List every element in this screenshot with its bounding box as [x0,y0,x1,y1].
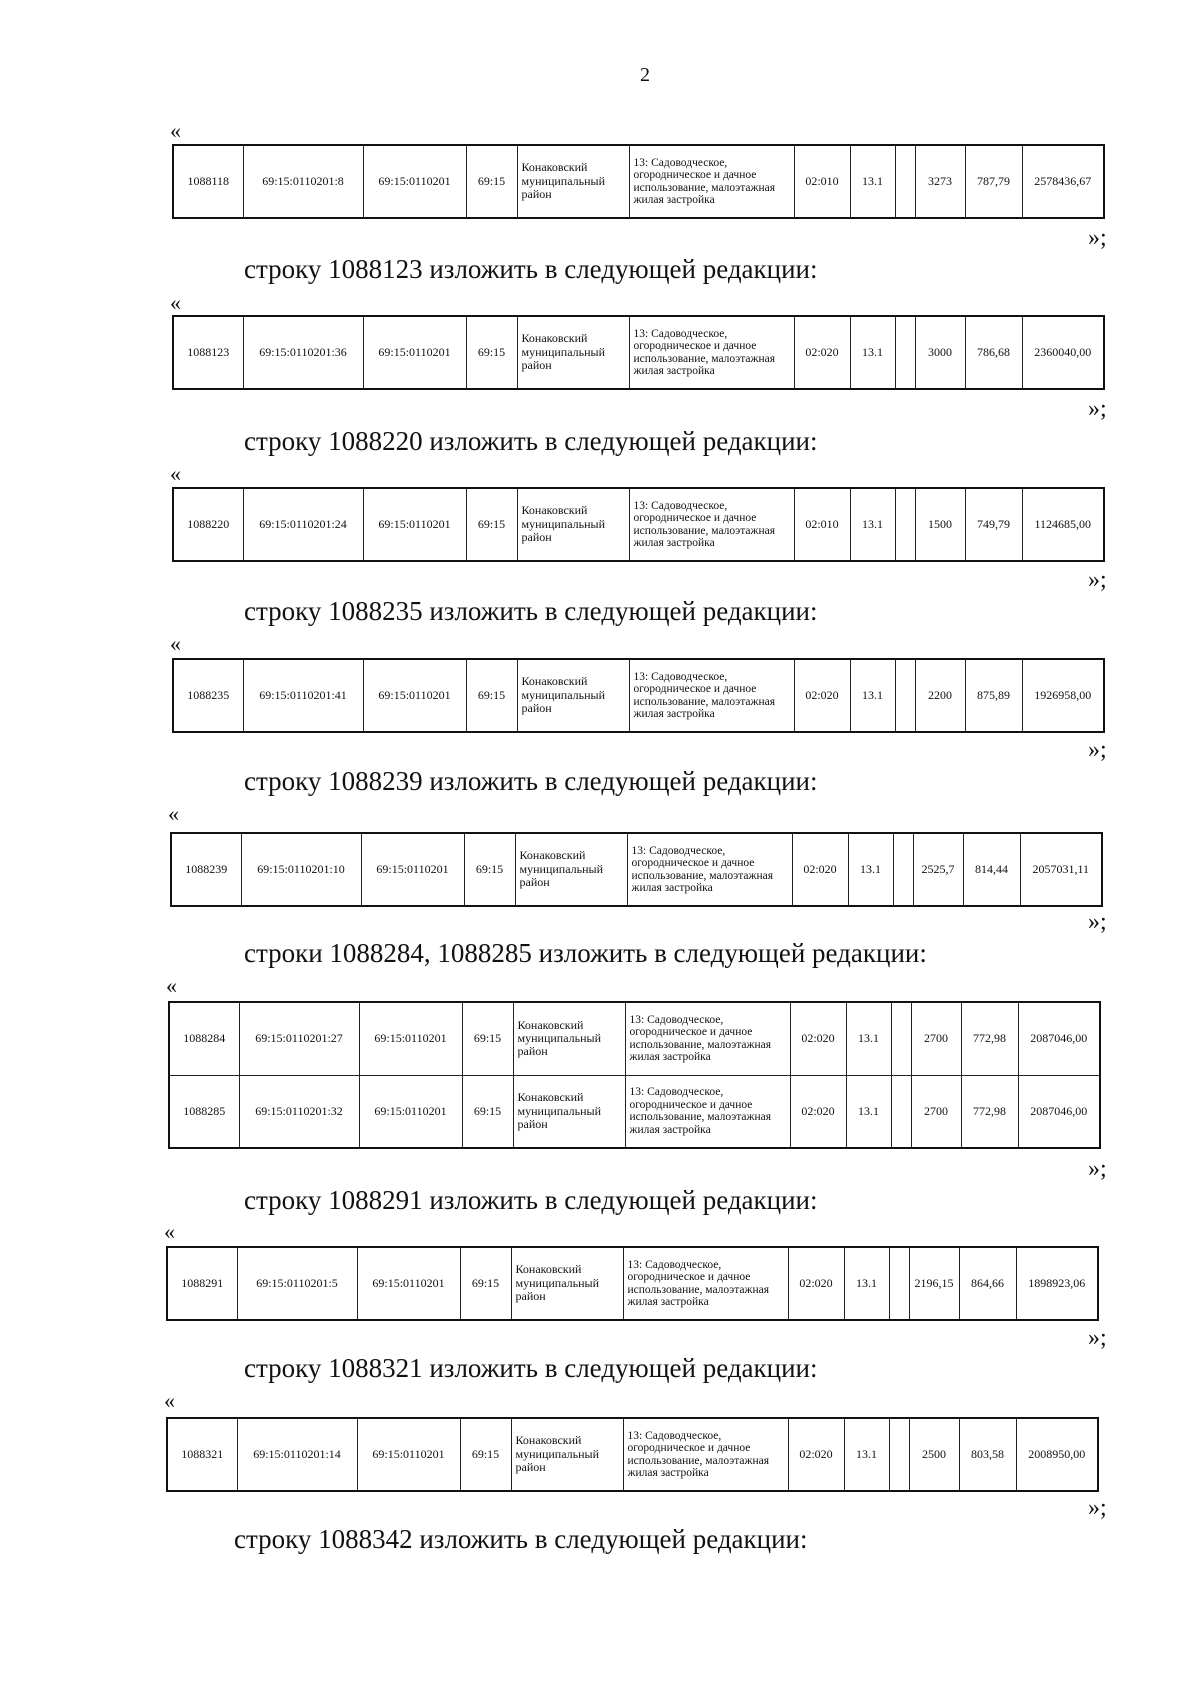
open-quote: « [168,801,179,826]
cadastral-value-table [172,487,1105,562]
page-number: 2 [640,64,650,86]
group-code-cell: 13.1 [846,1002,891,1075]
empty-cell-cell [893,833,913,906]
municipality-cell: Конаковский муниципальный район [517,316,629,389]
cadastral-number-cell: 69:15:0110201:14 [237,1418,357,1491]
cadastral-value-table [166,1246,1099,1321]
municipality-cell: Конаковский муниципальный район [513,1002,625,1075]
open-quote: « [164,1388,175,1413]
cadastral-number-cell: 69:15:0110201:41 [243,659,363,732]
cadastral-value-cell: 2087046,00 [1018,1002,1100,1075]
land-use-cell: 13: Садоводческое, огородническое и дачное использование, малоэтажная жилая застройка [623,1418,788,1491]
land-use-cell: 13: Садоводческое, огородническое и дачное использование, малоэтажная жилая застройка [629,659,794,732]
specific-value-cell: 864,66 [959,1247,1016,1320]
empty-cell-cell [895,316,915,389]
cadastral-number-cell: 69:15:0110201:27 [239,1002,359,1075]
close-quote: »; [1088,909,1107,935]
zone-code-cell: 02:020 [788,1247,844,1320]
specific-value-cell: 875,89 [965,659,1022,732]
row-id-cell: 1088235 [173,659,243,732]
zone-code-cell: 02:020 [794,659,850,732]
table-row [171,833,1102,906]
district-code-cell: 69:15 [462,1002,513,1075]
district-code-cell: 69:15 [462,1075,513,1148]
group-code-cell: 13.1 [850,488,895,561]
group-code-cell: 13.1 [850,659,895,732]
district-code-cell: 69:15 [464,833,515,906]
district-code-cell: 69:15 [460,1418,511,1491]
cadastral-quarter-cell: 69:15:0110201 [363,659,466,732]
open-quote: « [170,290,181,315]
municipality-cell: Конаковский муниципальный район [515,833,627,906]
cadastral-quarter-cell: 69:15:0110201 [357,1418,460,1491]
cadastral-number-cell: 69:15:0110201:5 [237,1247,357,1320]
zone-code-cell: 02:020 [794,316,850,389]
area-cell: 2200 [915,659,965,732]
table-row [167,1247,1098,1320]
empty-cell-cell [895,145,915,218]
empty-cell-cell [891,1002,911,1075]
instruction-text: строку 1088220 изложить в следующей редакции: [244,426,818,456]
zone-code-cell: 02:020 [792,833,848,906]
row-id-cell: 1088291 [167,1247,237,1320]
zone-code-cell: 02:020 [790,1002,846,1075]
area-cell: 2525,7 [913,833,963,906]
instruction-text: строки 1088284, 1088285 изложить в следующей редакции: [244,938,927,968]
specific-value-cell: 787,79 [965,145,1022,218]
close-quote: »; [1088,225,1107,251]
instruction-text: строку 1088291 изложить в следующей редакции: [244,1185,818,1215]
cadastral-quarter-cell: 69:15:0110201 [363,488,466,561]
group-code-cell: 13.1 [846,1075,891,1148]
close-quote: »; [1088,396,1107,422]
group-code-cell: 13.1 [850,145,895,218]
cadastral-value-cell: 2087046,00 [1018,1075,1100,1148]
zone-code-cell: 02:010 [794,488,850,561]
zone-code-cell: 02:020 [790,1075,846,1148]
specific-value-cell: 772,98 [961,1002,1018,1075]
cadastral-value-table [172,658,1105,733]
specific-value-cell: 814,44 [963,833,1020,906]
area-cell: 2700 [911,1075,961,1148]
cadastral-number-cell: 69:15:0110201:24 [243,488,363,561]
area-cell: 1500 [915,488,965,561]
row-id-cell: 1088239 [171,833,241,906]
zone-code-cell: 02:010 [794,145,850,218]
table-row [167,1418,1098,1491]
empty-cell-cell [895,659,915,732]
cadastral-value-table [172,144,1105,219]
district-code-cell: 69:15 [460,1247,511,1320]
area-cell: 2500 [909,1418,959,1491]
row-id-cell: 1088284 [169,1002,239,1075]
area-cell: 3273 [915,145,965,218]
municipality-cell: Конаковский муниципальный район [513,1075,625,1148]
specific-value-cell: 803,58 [959,1418,1016,1491]
municipality-cell: Конаковский муниципальный район [511,1418,623,1491]
instruction-text: строку 1088235 изложить в следующей редакции: [244,596,818,626]
cadastral-quarter-cell: 69:15:0110201 [363,316,466,389]
specific-value-cell: 772,98 [961,1075,1018,1148]
close-quote: »; [1088,1156,1107,1182]
cadastral-value-cell: 2057031,11 [1020,833,1102,906]
municipality-cell: Конаковский муниципальный район [511,1247,623,1320]
district-code-cell: 69:15 [466,659,517,732]
instruction-text: строку 1088123 изложить в следующей редакции: [244,254,818,284]
cadastral-number-cell: 69:15:0110201:10 [241,833,361,906]
cadastral-number-cell: 69:15:0110201:8 [243,145,363,218]
table-row [169,1002,1100,1075]
table-row [173,145,1104,218]
empty-cell-cell [889,1418,909,1491]
cadastral-value-table [170,832,1103,907]
land-use-cell: 13: Садоводческое, огородническое и дачное использование, малоэтажная жилая застройка [625,1002,790,1075]
empty-cell-cell [889,1247,909,1320]
municipality-cell: Конаковский муниципальный район [517,659,629,732]
municipality-cell: Конаковский муниципальный район [517,488,629,561]
land-use-cell: 13: Садоводческое, огородническое и дачное использование, малоэтажная жилая застройка [629,145,794,218]
cadastral-quarter-cell: 69:15:0110201 [357,1247,460,1320]
cadastral-value-cell: 1926958,00 [1022,659,1104,732]
table-row [173,488,1104,561]
instruction-text: строку 1088321 изложить в следующей редакции: [244,1353,818,1383]
area-cell: 2700 [911,1002,961,1075]
cadastral-quarter-cell: 69:15:0110201 [359,1075,462,1148]
close-quote: »; [1088,1325,1107,1351]
cadastral-quarter-cell: 69:15:0110201 [359,1002,462,1075]
zone-code-cell: 02:020 [788,1418,844,1491]
empty-cell-cell [895,488,915,561]
open-quote: « [170,118,181,143]
row-id-cell: 1088220 [173,488,243,561]
specific-value-cell: 786,68 [965,316,1022,389]
cadastral-value-cell: 2360040,00 [1022,316,1104,389]
close-quote: »; [1088,737,1107,763]
final-instruction: строку 1088342 изложить в следующей редакции: [234,1524,808,1554]
cadastral-quarter-cell: 69:15:0110201 [363,145,466,218]
row-id-cell: 1088118 [173,145,243,218]
district-code-cell: 69:15 [466,316,517,389]
land-use-cell: 13: Садоводческое, огородническое и дачное использование, малоэтажная жилая застройка [627,833,792,906]
cadastral-value-cell: 1124685,00 [1022,488,1104,561]
close-quote: »; [1088,1495,1107,1521]
row-id-cell: 1088123 [173,316,243,389]
open-quote: « [170,631,181,656]
land-use-cell: 13: Садоводческое, огородническое и дачное использование, малоэтажная жилая застройка [629,488,794,561]
group-code-cell: 13.1 [844,1418,889,1491]
group-code-cell: 13.1 [844,1247,889,1320]
area-cell: 2196,15 [909,1247,959,1320]
row-id-cell: 1088285 [169,1075,239,1148]
cadastral-value-table [168,1001,1101,1149]
open-quote: « [166,973,177,998]
land-use-cell: 13: Садоводческое, огородническое и дачное использование, малоэтажная жилая застройка [629,316,794,389]
land-use-cell: 13: Садоводческое, огородническое и дачное использование, малоэтажная жилая застройка [623,1247,788,1320]
district-code-cell: 69:15 [466,145,517,218]
group-code-cell: 13.1 [848,833,893,906]
table-row [169,1075,1100,1148]
cadastral-number-cell: 69:15:0110201:36 [243,316,363,389]
specific-value-cell: 749,79 [965,488,1022,561]
area-cell: 3000 [915,316,965,389]
open-quote: « [170,461,181,486]
table-row [173,659,1104,732]
row-id-cell: 1088321 [167,1418,237,1491]
cadastral-number-cell: 69:15:0110201:32 [239,1075,359,1148]
land-use-cell: 13: Садоводческое, огородническое и дачное использование, малоэтажная жилая застройка [625,1075,790,1148]
close-quote: »; [1088,567,1107,593]
district-code-cell: 69:15 [466,488,517,561]
cadastral-value-table [172,315,1105,390]
cadastral-value-cell: 2578436,67 [1022,145,1104,218]
empty-cell-cell [891,1075,911,1148]
open-quote: « [164,1219,175,1244]
table-row [173,316,1104,389]
municipality-cell: Конаковский муниципальный район [517,145,629,218]
cadastral-value-cell: 2008950,00 [1016,1418,1098,1491]
cadastral-value-table [166,1417,1099,1492]
cadastral-quarter-cell: 69:15:0110201 [361,833,464,906]
instruction-text: строку 1088239 изложить в следующей редакции: [244,766,818,796]
cadastral-value-cell: 1898923,06 [1016,1247,1098,1320]
group-code-cell: 13.1 [850,316,895,389]
